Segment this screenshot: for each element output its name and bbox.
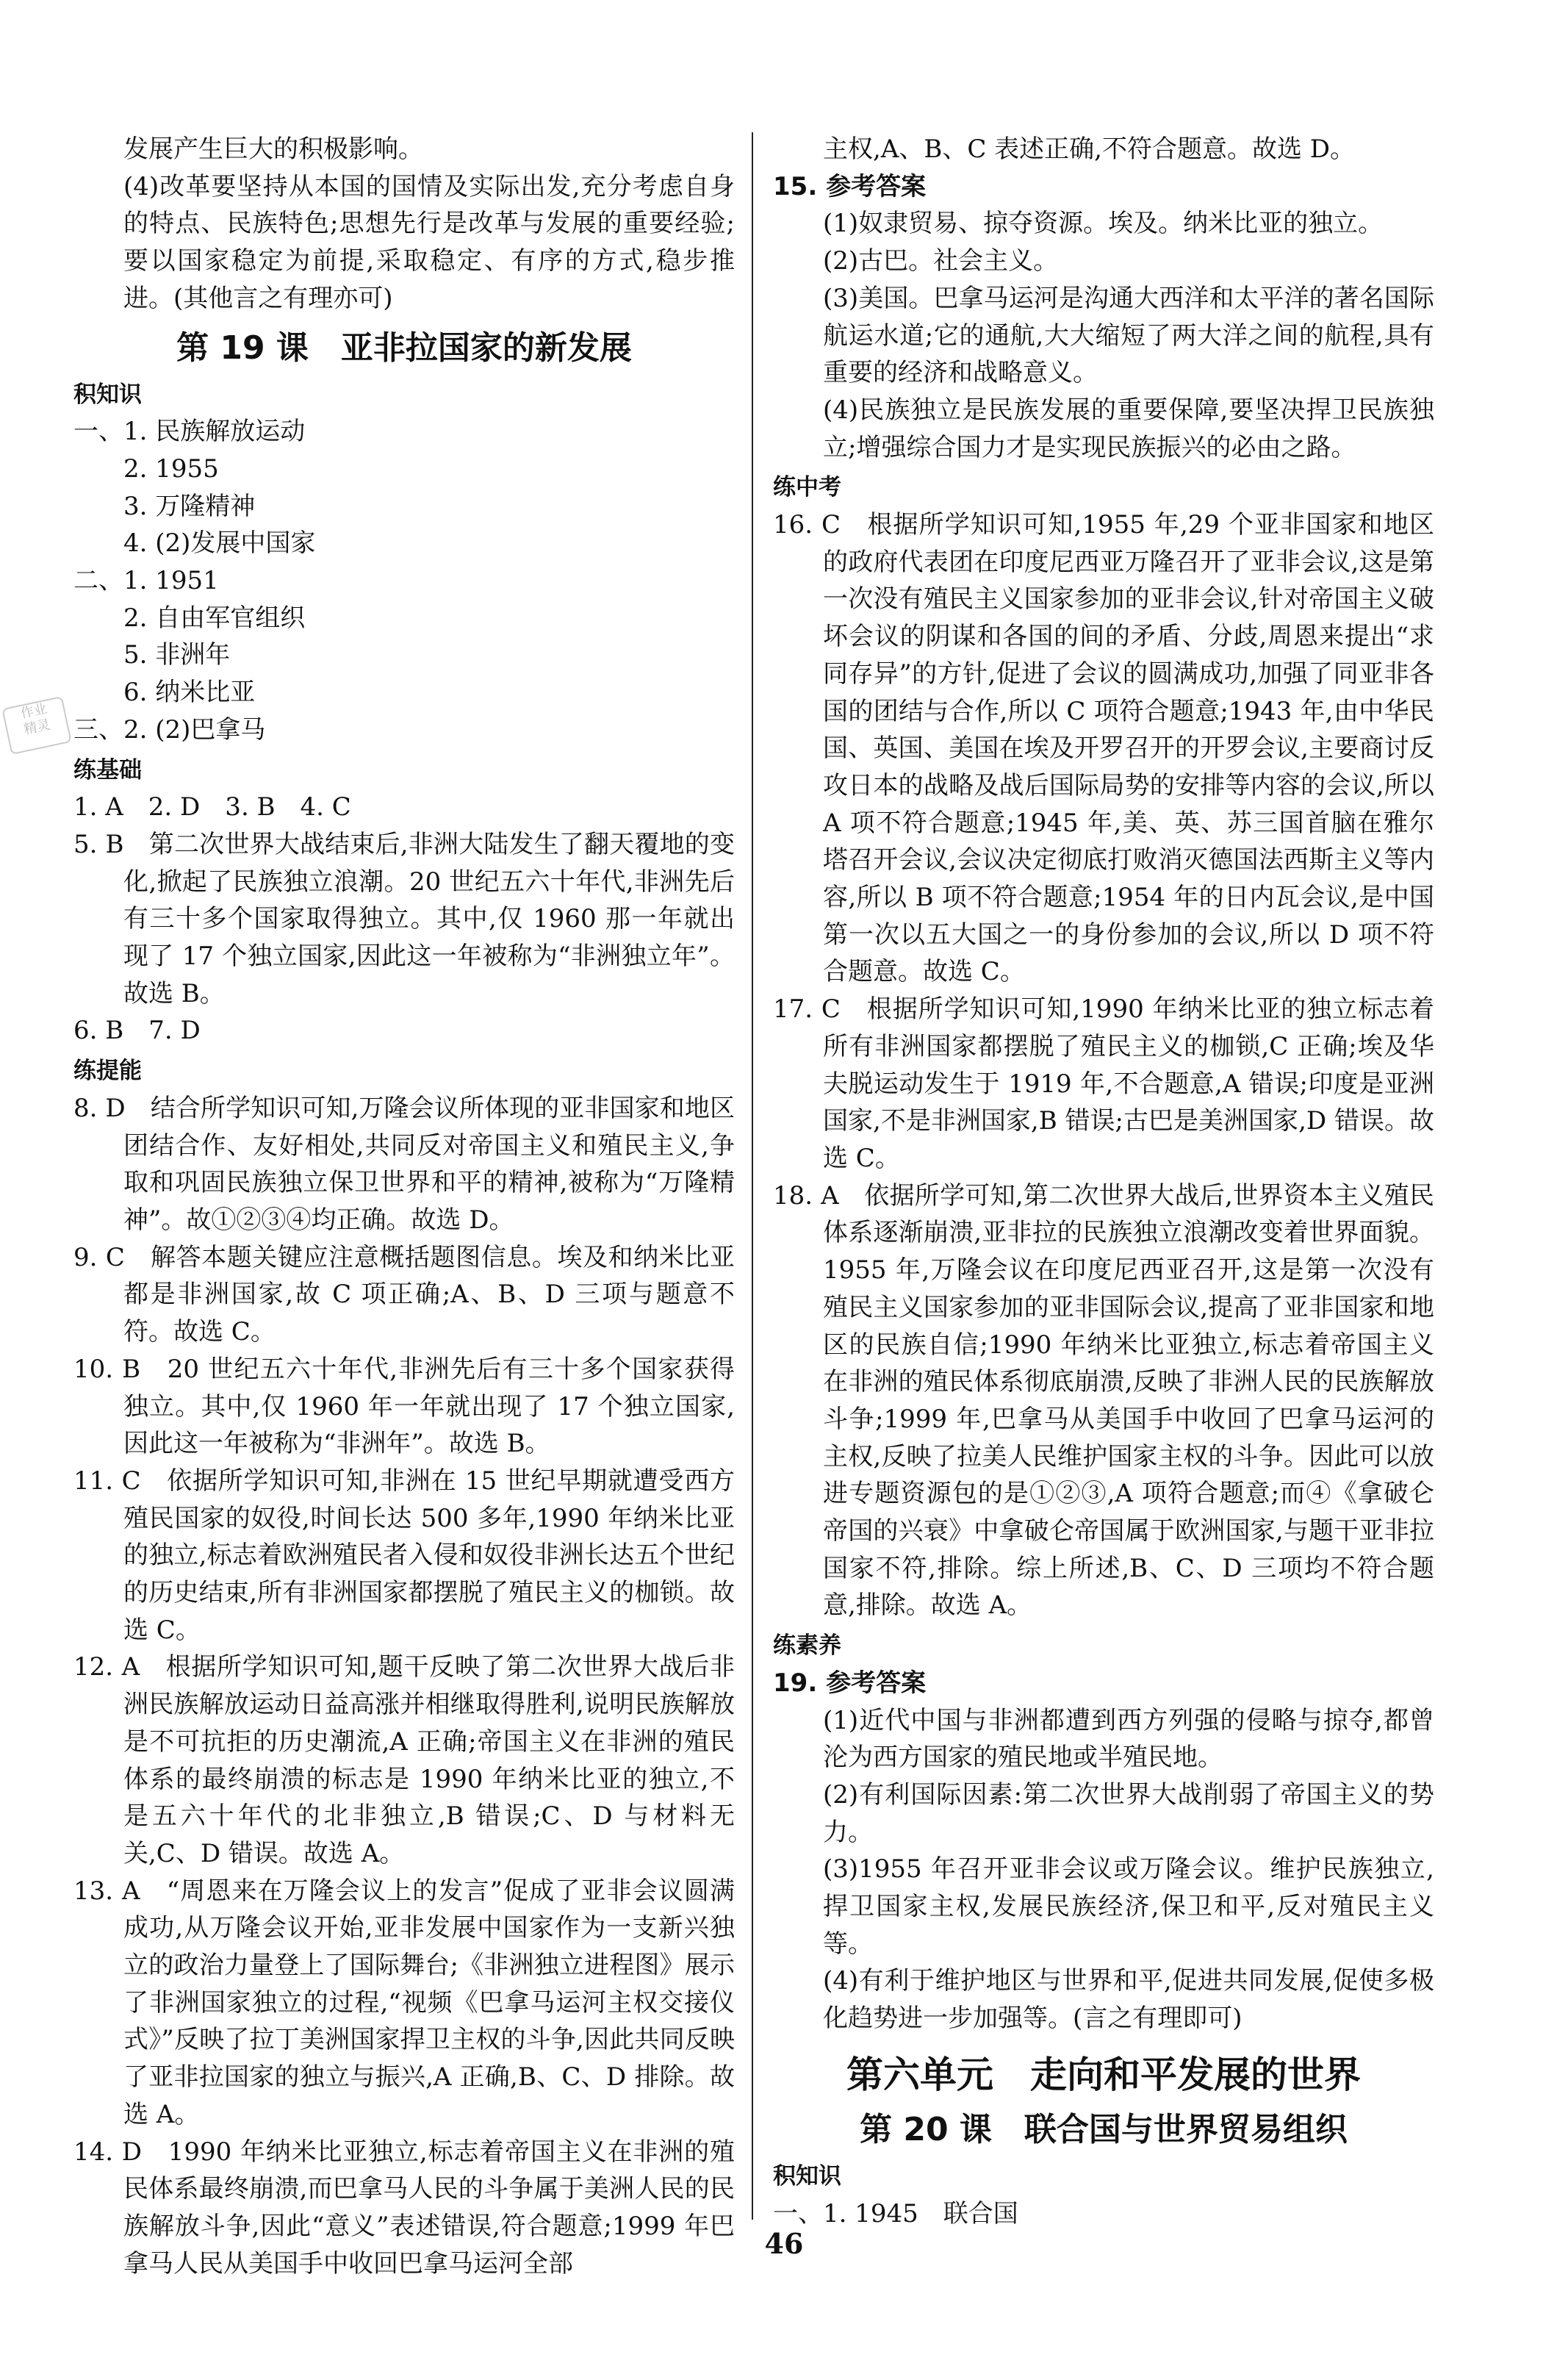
section-heading: 练基础: [73, 756, 142, 783]
knowledge-item: 三、2. (2)巴拿马: [73, 714, 266, 745]
answer-item: 9. C 解答本题关键应注意概括题图信息。埃及和纳米比亚都是非洲国家,故 C 项正确;A、B、D 三项与题意不符。故选 C。: [73, 1242, 735, 1347]
answer-item: 17. C 根据所学知识可知,1990 年纳米比亚的独立标志着所有非洲国家都摆脱了殖民主义的枷锁,C 正确;埃及华夫脱运动发生于 1919 年,不合题意,A 错误;印度是亚洲国家,不是非洲国家,B 错误;古巴是美洲国家,D 错误。故选 C。: [773, 994, 1434, 1173]
paragraph: 发展产生巨大的积极影响。: [123, 135, 423, 164]
watermark-stamp: 作业 精灵: [1, 696, 71, 755]
paragraph: 主权,A、B、C 表述正确,不符合题意。故选 D。: [823, 135, 1356, 164]
answer-item: (3)美国。巴拿马运河是沟通大西洋和太平洋的著名国际航运水道;它的通航,大大缩短了两大洋之间的航程,具有重要的经济和战略意义。: [823, 283, 1434, 388]
paragraph: (4)改革要坚持从本国的国情及实际出发,充分考虑自身的特点、民族特色;思想先行是改革与发展的重要经验;要以国家稳定为前提,采取稳定、有序的方式,稳步推进。(其他言之有理亦可): [123, 171, 735, 313]
section-heading: 练提能: [73, 1058, 142, 1085]
section-heading: 积知识: [73, 381, 142, 408]
answer-item: 11. C 依据所学知识可知,非洲在 15 世纪早期就遭受西方殖民国家的奴役,时间长达 500 多年,1990 年纳米比亚的独立,标志着欧洲殖民者入侵和奴役非洲长达五个世纪的历史结束,所有非洲国家都摆脱了殖民主义的枷锁。故选 C。: [73, 1466, 735, 1645]
answer-item: (4)民族独立是民族发展的重要保障,要坚决捍卫民族独立;增强综合国力才是实现民族振兴的必由之路。: [823, 395, 1434, 462]
answer-item: 5. B 第二次世界大战结束后,非洲大陆发生了翻天覆地的变化,掀起了民族独立浪潮。20 世纪五六十年代,非洲先后有三十多个国家取得独立。其中,仅 1960 那一年就出现了 17 个独立国家,因此这一年被称为“非洲独立年”。故选 B。: [73, 829, 735, 1008]
answer-item: 8. D 结合所学知识可知,万隆会议所体现的亚非国家和地区团结合作、友好相处,共同反对帝国主义和殖民主义,争取和巩固民族独立保卫世界和平的精神,被称为“万隆精神”。故①②③④均正确。故选 D。: [73, 1093, 735, 1235]
knowledge-item: 5. 非洲年: [123, 640, 231, 670]
answer-heading: 19. 参考答案: [773, 1668, 927, 1698]
page-number: 46: [764, 2227, 804, 2260]
answer-item: (2)有利国际因素:第二次世界大战削弱了帝国主义的势力。: [823, 1779, 1434, 1847]
lesson-19-title: 第 19 课 亚非拉国家的新发展: [176, 329, 632, 367]
knowledge-item: 3. 万隆精神: [123, 491, 256, 521]
left-column: [73, 131, 735, 2282]
column-divider: [752, 132, 753, 2220]
knowledge-item: 2. 1955: [123, 453, 219, 484]
answer-item: (1)近代中国与非洲都遭到西方列强的侵略与掠夺,都曾沦为西方国家的殖民地或半殖民地。: [823, 1705, 1434, 1773]
section-heading: 练中考: [773, 474, 841, 501]
answer-item: 13. A “周恩来在万隆会议上的发言”促成了亚非会议圆满成功,从万隆会议开始,亚非发展中国家作为一支新兴独立的政治力量登上了国际舞台;《非洲独立进程图》展示了非洲国家独立的过程,“视频《巴拿马运河主权交接仪式》”反映了拉丁美洲国家捍卫主权的斗争,因此共同反映了亚非拉国家的独立与振兴,A 正确,B、C、D 排除。故选 A。: [73, 1876, 735, 2129]
answer-item: 12. A 根据所学知识可知,题干反映了第二次世界大战后非洲民族解放运动日益高涨并相继取得胜利,说明民族解放是不可抗拒的历史潮流,A 正确;帝国主义在非洲的殖民体系的最终崩溃的标志是 1990 年纳米比亚的独立,不是五六十年代的北非独立,B 错误;C、D 与材料无关,C、D 错误。故选 A。: [73, 1652, 735, 1868]
knowledge-item: 一、1. 1945 联合国: [773, 2198, 1018, 2228]
answer-heading: 15. 参考答案: [773, 171, 927, 201]
answer-item: (3)1955 年召开亚非会议或万隆会议。维护民族独立,捍卫国家主权,发展民族经济,保卫和平,反对殖民主义等。: [823, 1854, 1434, 1959]
knowledge-item: 6. 纳米比亚: [123, 678, 256, 708]
section-heading: 积知识: [773, 2162, 841, 2190]
answer-item: 1. A 2. D 3. B 4. C: [73, 792, 351, 822]
answer-item: 16. C 根据所学知识可知,1955 年,29 个亚非国家和地区的政府代表团在印度尼西亚万隆召开了亚非会议,这是第一次没有殖民主义国家参加的亚非会议,针对帝国主义破坏会议的阴谋和各国的间的矛盾、分歧,周恩来提出“求同存异”的方针,促进了会议的圆满成功,加强了同亚非各国的团结与合作,所以 C 项符合题意;1943 年,由中华民国、英国、美国在埃及开罗召开的开罗会议,主要商讨反攻日本的战略及战后国际局势的安排等内容的会议,所以 A 项不符合题意;1945 年,美、英、苏三国首脑在雅尔塔召开会议,会议决定彻底打败消灭德国法西斯主义等内容,所以 B 项不符合题意;1954 年的日内瓦会议,是中国第一次以五大国之一的身份参加的会议,所以 D 项不符合题意。故选 C。: [773, 510, 1434, 987]
right-column: [773, 131, 1434, 2232]
unit-6-title: 第六单元 走向和平发展的世界: [846, 2053, 1361, 2096]
answer-item: (1)奴隶贸易、掠夺资源。埃及。纳米比亚的独立。: [823, 209, 1384, 239]
knowledge-item: 二、1. 1951: [73, 566, 219, 596]
lesson-20-title: 第 20 课 联合国与世界贸易组织: [860, 2110, 1348, 2148]
answer-item: (4)有利于维护地区与世界和平,促进共同发展,促使多极化趋势进一步加强等。(言之有理即可): [823, 1966, 1434, 2034]
answer-item: 10. B 20 世纪五六十年代,非洲先后有三十多个国家获得独立。其中,仅 1960 年一年就出现了 17 个独立国家,因此这一年被称为“非洲年”。故选 B。: [73, 1354, 735, 1459]
answer-item: 6. B 7. D: [73, 1016, 201, 1046]
answer-item: 18. A 依据所学可知,第二次世界大战后,世界资本主义殖民体系逐渐崩溃,亚非拉的民族独立浪潮改变着世界面貌。1955 年,万隆会议在印度尼西亚召开,这是第一次没有殖民主义国家参加的亚非国际会议,提高了亚非国家和地区的民族自信;1990 年纳米比亚独立,标志着帝国主义在非洲的殖民体系彻底崩溃,反映了非洲人民的民族解放斗争;1999 年,巴拿马从美国手中收回了巴拿马运河的主权,反映了拉美人民维护国家主权的斗争。因此可以放进专题资源包的是①②③,A 项符合题意;而④《拿破仑帝国的兴衰》中拿破仑帝国属于欧洲国家,与题干亚非拉国家不符,排除。综上所述,B、C、D 三项均不符合题意,排除。故选 A。: [773, 1180, 1434, 1621]
answer-item: 14. D 1990 年纳米比亚独立,标志着帝国主义在非洲的殖民体系最终崩溃,而巴拿马人民的斗争属于美洲人民的民族解放斗争,因此“意义”表述错误,符合题意;1999 年巴拿马人民从美国手中收回巴拿马运河全部: [73, 2137, 735, 2278]
section-heading: 练素养: [773, 1632, 841, 1660]
knowledge-item: 2. 自由军官组织: [123, 603, 306, 633]
knowledge-item: 4. (2)发展中国家: [123, 528, 316, 559]
answer-item: (2)古巴。社会主义。: [823, 246, 1059, 276]
knowledge-item: 一、1. 民族解放运动: [73, 417, 306, 447]
